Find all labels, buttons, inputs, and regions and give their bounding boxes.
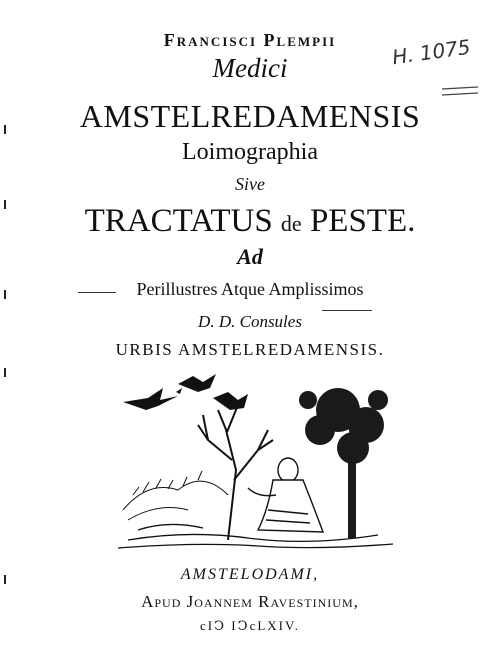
city-line: AMSTELREDAMENSIS — [79, 98, 421, 134]
bird-center — [178, 374, 216, 392]
margin-tick — [4, 200, 6, 209]
left-hills — [123, 471, 228, 520]
bird-right — [213, 392, 248, 410]
author-line: Francisci Plempii — [163, 30, 337, 50]
de-word: de — [280, 211, 302, 236]
dash-rule — [78, 292, 116, 293]
dash-rule — [322, 310, 372, 311]
sive-line: Sive — [235, 174, 265, 194]
imprint-place: AMSTELODAMI, — [180, 566, 320, 583]
bird-left — [123, 388, 182, 410]
peste-word: PESTE. — [309, 203, 416, 239]
urbis-line: URBIS AMSTELREDAMENSIS. — [115, 340, 385, 359]
margin-tick — [4, 125, 6, 134]
consules-line: D. D. Consules — [198, 312, 302, 331]
medici-line: Medici — [212, 53, 288, 83]
ad-line: Ad — [237, 244, 263, 269]
woodcut-vignette — [108, 370, 398, 555]
perillustres-line: Perillustres Atque Amplissimos — [136, 279, 364, 299]
seated-figure — [248, 458, 323, 532]
tractatus-line — [0, 203, 500, 240]
margin-tick — [4, 290, 6, 299]
handwritten-shelfmark: H. 1075 — [390, 34, 472, 70]
imprint-year: cIↃ IↃcLXIV. — [200, 618, 300, 633]
shelfmark-underline — [440, 85, 480, 99]
bare-tree — [198, 405, 273, 540]
imprint-publisher: Apud Joannem Ravestinium, — [141, 592, 359, 611]
tractatus-word: TRACTATUS — [84, 203, 273, 239]
loimographia-line: Loimographia — [182, 139, 318, 165]
margin-tick — [4, 368, 6, 377]
